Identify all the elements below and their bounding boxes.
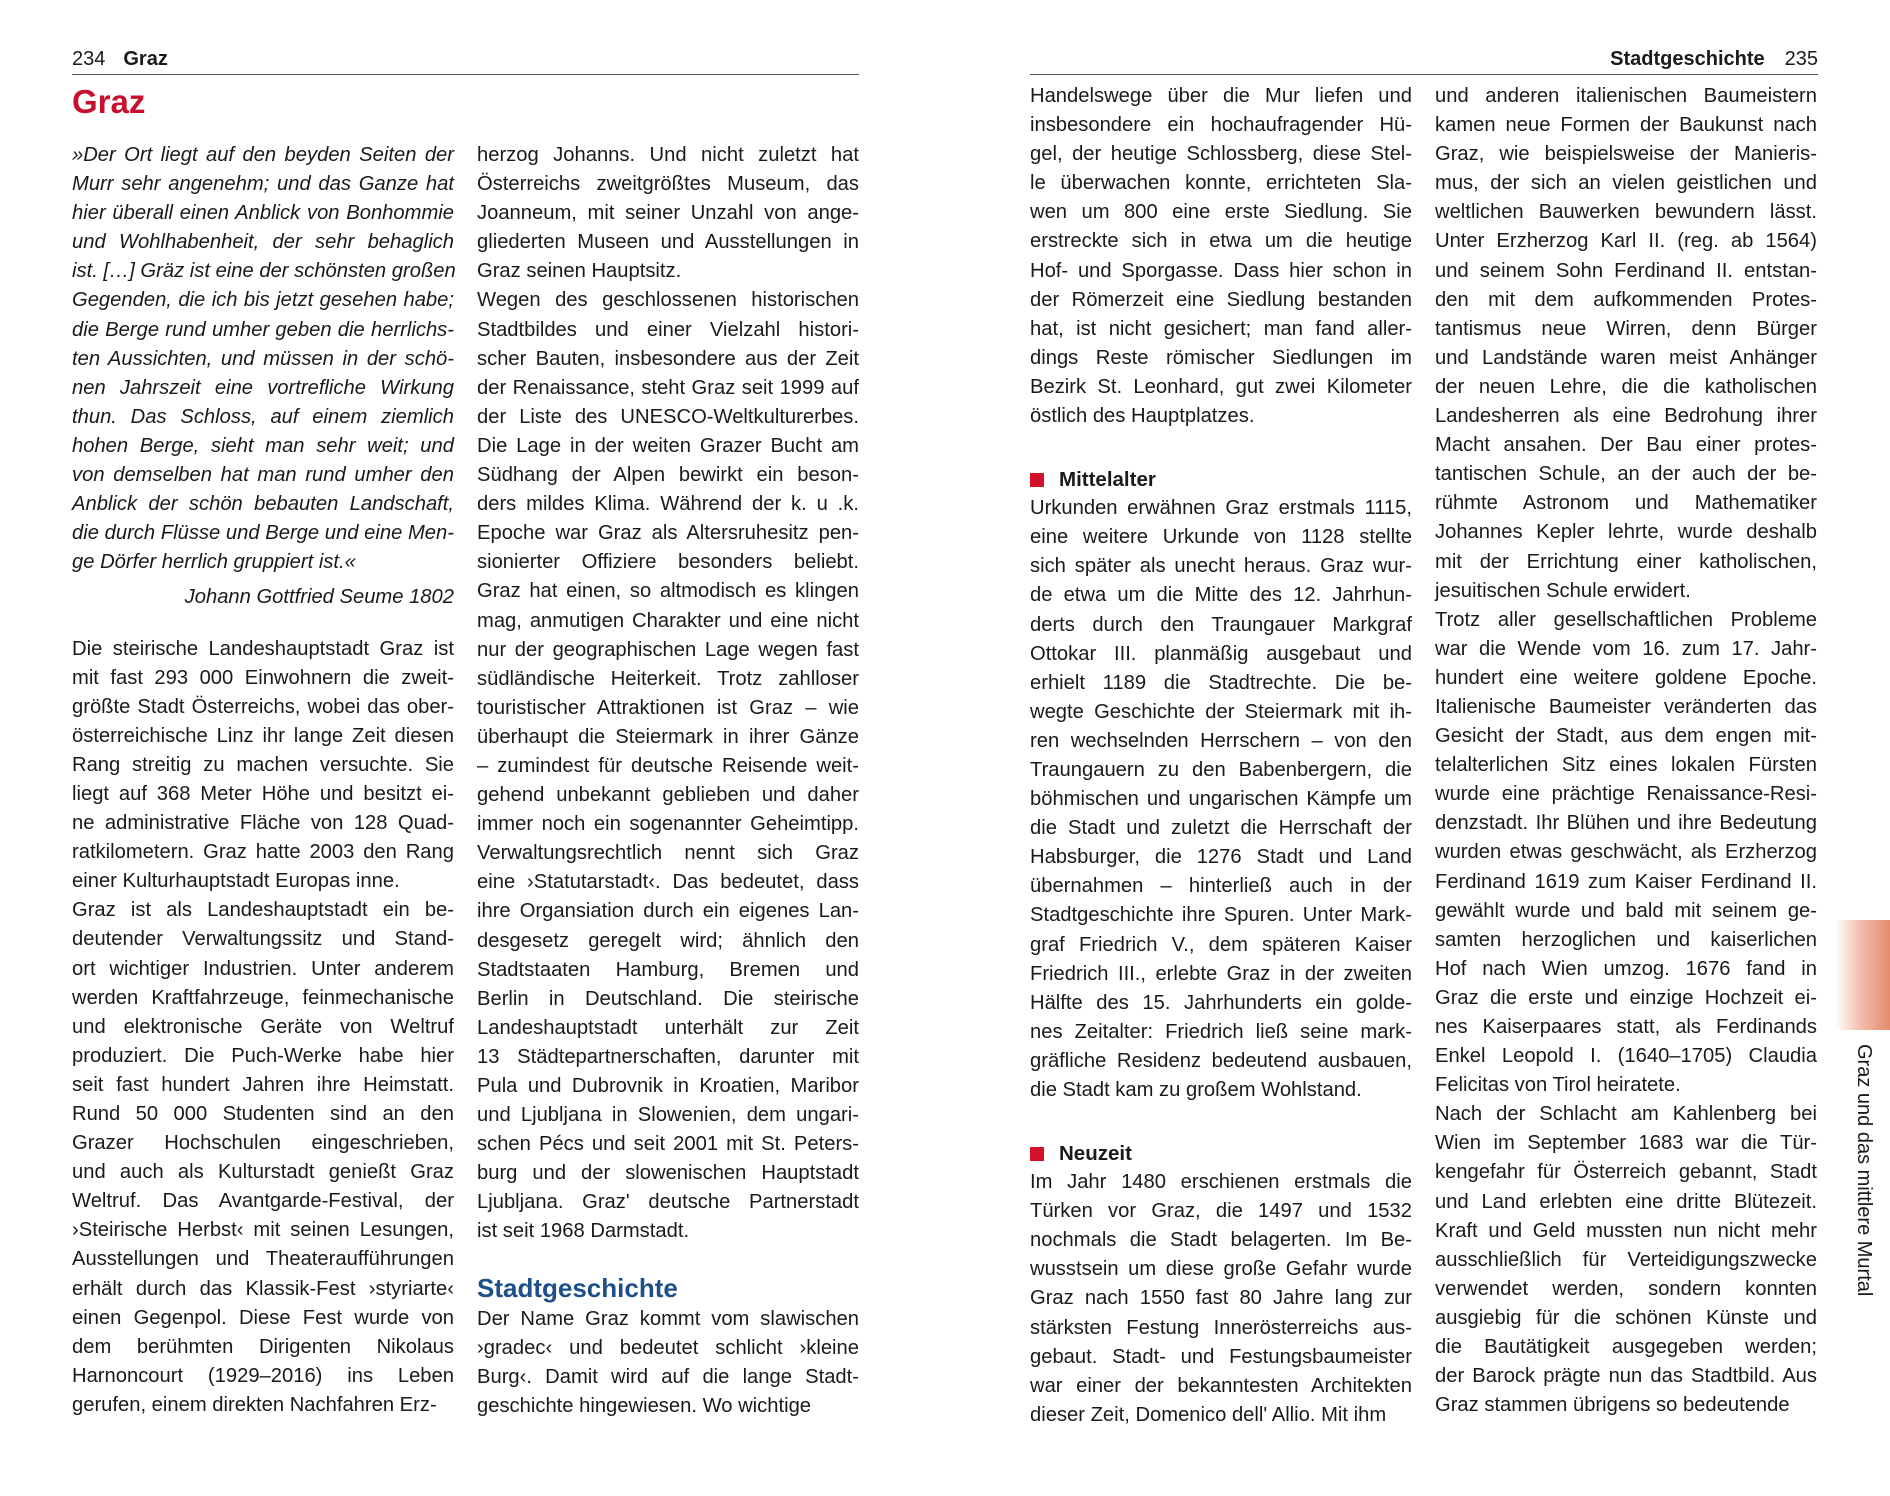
text-line: und Wohlhabenheit, der sehr behaglich	[72, 231, 454, 254]
text-line: Die steirische Landeshauptstadt Graz ist	[72, 637, 454, 660]
text-line: einer Kulturhauptstadt Europas inne.	[72, 870, 400, 893]
text-line: gräfliche Residenz bedeutend ausbauen,	[1030, 1049, 1412, 1072]
page-number-right: 235	[1784, 48, 1818, 70]
chapter-side-label: Graz und das mittlere Murtal	[1853, 1044, 1875, 1297]
text-line: verwendet werden, sondern konnten	[1435, 1277, 1817, 1300]
text-line: le überwachen konnte, errichteten Sla-	[1030, 172, 1412, 195]
epigraph-author: Johann Gottfried Seume 1802	[184, 586, 454, 609]
text-line: böhmischen und ungarischen Kämpfe um	[1030, 788, 1412, 811]
text-line: erhielt 1189 die Stadtrechte. Die be-	[1030, 671, 1412, 694]
text-line: Joanneum, mit seiner Unzahl von ange-	[477, 202, 859, 225]
text-line: Verwaltungsrechtlich nennt sich Graz	[477, 842, 859, 865]
text-line: östlich des Hauptplatzes.	[1030, 405, 1255, 428]
text-line: nochmals die Stadt belagerten. Im Be-	[1030, 1229, 1412, 1252]
text-line: die Berge rund umher geben die herrlichs-	[72, 318, 454, 341]
paragraph-unesco-partners	[477, 286, 859, 1246]
paragraph-golden-epoch	[1435, 606, 1817, 1101]
paragraph-renaissance	[1435, 82, 1817, 606]
text-line: ist. […] Gräz ist eine der schönsten großen	[72, 260, 456, 283]
left-column-2	[477, 141, 859, 1421]
text-line: ratkilometern. Graz hatte 2003 den Rang	[72, 841, 454, 864]
paragraph-economy-culture	[72, 896, 454, 1420]
text-line: die Bautätigkeit ausgegeben werden;	[1435, 1336, 1817, 1359]
text-line: Hälfte des 15. Jahrhunderts ein golde-	[1030, 991, 1412, 1014]
text-line: südländische Heiterkeit. Trotz zahlloser	[477, 667, 859, 690]
text-line: denzstadt. Ihr Blühen und ihre Bedeutung	[1435, 812, 1817, 835]
text-line: der Renaissance, steht Graz seit 1999 auf	[477, 376, 859, 399]
text-line: scher Bauten, insbesondere aus der Zeit	[477, 347, 859, 370]
text-line: eine ›Statutarstadt‹. Das bedeutet, dass	[477, 871, 859, 894]
text-line: Trotz aller gesellschaftlichen Probleme	[1435, 608, 1817, 631]
text-line: erstreckte sich in etwa um die heutige	[1030, 230, 1412, 253]
text-line: hier überall einen Anblick von Bonhommie	[72, 202, 454, 225]
text-line: Landesherren als eine Bedrohung ihrer	[1435, 405, 1817, 428]
text-line: gebaut. Stadt- und Festungsbaumeister	[1030, 1345, 1412, 1368]
text-line: thun. Das Schloss, auf einem ziemlich	[72, 405, 454, 428]
text-line: geschichte hingewiesen. Wo wichtige	[477, 1394, 812, 1417]
text-line: ren wechselnden Herrschern – von den	[1030, 729, 1412, 752]
text-line: weltlichen Bauwerken bewundern lässt.	[1435, 201, 1817, 224]
text-line: nur der geographischen Lage wegen fast	[477, 638, 859, 661]
text-line: Im Jahr 1480 erschienen erstmals die	[1030, 1171, 1412, 1194]
text-line: überhaupt die Steiermark in ihrer Gänze	[477, 725, 859, 748]
text-line: Stadtbildes und einer Vielzahl histori-	[477, 318, 859, 341]
text-line: Traungauern zu den Babenbergern, die	[1030, 758, 1412, 781]
text-line: tantischen Schule, an der auch der be-	[1435, 463, 1817, 486]
text-line: Harnoncourt (1929–2016) ins Leben	[72, 1364, 454, 1387]
paragraph-intro	[72, 635, 454, 897]
text-line: dieser Zeit, Domenico dell' Allio. Mit ihm	[1030, 1403, 1387, 1426]
text-line: und anderen italienischen Baumeistern	[1435, 85, 1817, 107]
text-line: erhält durch das Klassik-Fest ›styriarte‹	[72, 1277, 454, 1300]
text-line: und Landstände waren meist Anhänger	[1435, 346, 1817, 369]
text-line: der Römerzeit eine Siedlung bestanden	[1030, 288, 1412, 311]
text-line: eine weitere Urkunde von 1128 stellte	[1030, 526, 1412, 549]
paragraph-mittelalter	[1030, 494, 1412, 1105]
text-line: der Barock prägte nun das Stadtbild. Aus	[1435, 1365, 1817, 1388]
text-line: gliederten Museen und Ausstellungen in	[477, 231, 859, 254]
section-title-stadtgeschichte: Stadtgeschichte	[477, 1272, 678, 1303]
text-line: produziert. Die Puch-Werke habe hier	[72, 1044, 454, 1067]
text-line: liegt auf 368 Meter Höhe und besitzt ei-	[72, 782, 454, 805]
paragraph-early-settlement	[1030, 82, 1412, 431]
text-line: wusstsein um diese große Gefahr wurde	[1030, 1258, 1412, 1281]
text-line: schen Pécs und seit 2001 mit St. Peters-	[477, 1133, 859, 1156]
text-line: ten Aussichten, und müssen in der schö-	[72, 347, 454, 370]
text-line: Pula und Dubrovnik in Kroatien, Maribor	[477, 1075, 859, 1097]
text-line: werden Kraftfahrzeuge, feinmechanische	[72, 986, 454, 1009]
text-line: ausschließlich für Verteidigungszwecke	[1435, 1248, 1817, 1271]
text-line: rühmte Astronom und Mathematiker	[1435, 492, 1817, 515]
text-line: ge Dörfer herrlich gruppiert ist.«	[72, 551, 356, 574]
text-line: sionierter Offiziere besonders beliebt.	[477, 551, 859, 574]
text-line: insbesondere ein hochaufragender Hü-	[1030, 114, 1412, 137]
text-line: ausgiebig für die schönen Künste und	[1435, 1306, 1817, 1329]
text-line: jesuitischen Schule erwidert.	[1435, 579, 1691, 602]
paragraph-baroque	[1435, 1100, 1817, 1420]
text-line: Der Name Graz kommt vom slawischen	[477, 1307, 859, 1330]
text-line: Gegenden, die ich bis jetzt gesehen habe;	[72, 289, 454, 312]
text-line: ihre Organsiation durch ein eigenes Lan-	[477, 900, 859, 923]
text-line: und seinem Sohn Ferdinand II. entstan-	[1435, 259, 1817, 282]
text-line: Burg‹. Damit wird auf die lange Stadt-	[477, 1365, 859, 1388]
text-line: Epoche war Graz als Altersruhesitz pen-	[477, 522, 859, 545]
page-number-left: 234	[72, 48, 106, 70]
text-line: derts durch den Traungauer Markgraf	[1030, 613, 1412, 636]
text-line: herzog Johanns. Und nicht zuletzt hat	[477, 144, 859, 166]
text-line: Handelswege über die Mur liefen und	[1030, 85, 1412, 107]
running-head-left	[72, 44, 859, 75]
text-line: Murr sehr angenehm; und das Ganze hat	[72, 173, 454, 196]
text-line: Nach der Schlacht am Kahlenberg bei	[1435, 1103, 1817, 1126]
text-line: die Stadt und zuletzt die Herrschaft der	[1030, 817, 1412, 840]
text-line: Hof nach Wien umzog. 1676 fand in	[1435, 957, 1817, 980]
text-line: Grazer Hochschulen eingeschrieben,	[72, 1132, 454, 1155]
text-line: ort wichtiger Industrien. Unter anderem	[72, 957, 454, 980]
text-line: größte Stadt Österreichs, wobei das ober-	[72, 695, 454, 718]
text-line: von demselben hat man rund umher den	[72, 464, 454, 487]
text-line: 13 Städtepartnerschaften, darunter mit	[477, 1045, 859, 1068]
text-line: nes Kaiserpaares statt, als Ferdinands	[1435, 1016, 1817, 1038]
text-line: Österreichs zweitgrößtes Museum, das	[477, 173, 859, 196]
text-line: nes Zeitalter: Friedrich ließ seine mark-	[1030, 1020, 1412, 1043]
text-line: Kraft und Geld mussten nun nicht mehr	[1435, 1219, 1817, 1242]
text-line: Habsburger, die 1276 Stadt und Land	[1030, 846, 1412, 869]
left-column-1	[72, 141, 454, 1420]
text-line: und elektronische Geräte von Weltruf	[72, 1015, 454, 1038]
text-line: telalterlichen Sitz eines lokalen Fürsten	[1435, 754, 1817, 777]
text-line: deutender Verwaltungssitz und Stand-	[72, 928, 454, 951]
text-line: Ausstellungen und Theateraufführungen	[72, 1248, 454, 1271]
text-line: die Stadt kam zu großem Wohlstand.	[1030, 1079, 1362, 1101]
text-line: hohen Berge, sieht man sehr weit; und	[72, 434, 454, 457]
text-line: Friedrich III., erlebte Graz in der zweiten	[1030, 962, 1412, 985]
text-line: ›Steirische Herbst‹ mit seinen Lesungen,	[72, 1219, 454, 1242]
text-line: hat, ist nicht gesichert; man fand aller-	[1030, 317, 1412, 340]
text-line: Graz stammen übrigens so bedeutende	[1435, 1394, 1790, 1417]
subsection-title: Neuzeit	[1059, 1142, 1132, 1166]
right-column-2	[1435, 82, 1817, 1420]
text-line: burg und der slowenischen Hauptstadt	[477, 1162, 859, 1185]
text-line: Berlin in Deutschland. Die steirische	[477, 987, 859, 1010]
text-line: Macht ansahen. Der Bau einer protes-	[1435, 434, 1817, 457]
subsection-title: Mittelalter	[1059, 468, 1156, 492]
text-line: österreichische Linz ihr lange Zeit diesen	[72, 724, 454, 747]
text-line: dem berühmten Dirigenten Nikolaus	[72, 1335, 454, 1358]
text-line: immer noch ein sogenannter Geheimtipp.	[477, 813, 859, 836]
text-line: gewählt wurde und bald mit seinem ge-	[1435, 899, 1817, 922]
text-line: seit fast hundert Jahren ihre Heimstatt.	[72, 1073, 454, 1096]
text-line: wegte Geschichte der Steiermark mit ih-	[1030, 700, 1412, 723]
text-line: Wegen des geschlossenen historischen	[477, 289, 859, 312]
text-line: graf Friedrich V., dem späteren Kaiser	[1030, 933, 1412, 956]
text-line: gerufen, einem direkten Nachfahren Erz-	[72, 1393, 437, 1416]
text-line: und auch als Kulturstadt genießt Graz	[72, 1161, 454, 1184]
text-line: Ljubljana. Graz' deutsche Partnerstadt	[477, 1191, 859, 1214]
text-line: wurde eine prächtige Renaissance-Resi-	[1435, 783, 1817, 806]
text-line: Weltruf. Das Avantgarde-Festival, der	[72, 1190, 454, 1213]
red-square-marker-icon	[1030, 473, 1044, 487]
text-line: der neuen Lehre, die die katholischen	[1435, 375, 1817, 398]
subsection-heading-neuzeit	[1030, 1139, 1412, 1168]
text-line: Enkel Leopold I. (1640–1705) Claudia	[1435, 1045, 1817, 1068]
text-line: Bezirk St. Leonhard, gut zwei Kilometer	[1030, 375, 1412, 398]
text-line: war einer der bekanntesten Architekten	[1030, 1374, 1412, 1397]
text-line: übernahmen – hinterließ auch in der	[1030, 875, 1412, 898]
text-line: dings Reste römischer Siedlungen im	[1030, 346, 1412, 369]
text-line: mit der Errichtung einer katholischen,	[1435, 550, 1817, 573]
text-line: einen Gegenpol. Diese Fest wurde von	[72, 1306, 454, 1329]
text-line: wurden etwas geschwächt, als Erzherzog	[1435, 841, 1817, 864]
text-line: Graz hat einen, so altmodisch es klingen	[477, 580, 859, 603]
text-line: Ferdinand 1619 zum Kaiser Ferdinand II.	[1435, 870, 1817, 893]
text-line: Hof- und Sporgasse. Dass hier schon in	[1030, 259, 1412, 282]
red-square-marker-icon	[1030, 1147, 1044, 1161]
text-line: tantismus neue Wirren, denn Bürger	[1435, 317, 1817, 340]
text-line: hundert eine weitere goldene Epoche.	[1435, 666, 1817, 689]
text-line: Graz, wie beispielsweise der Manieris-	[1435, 143, 1817, 166]
text-line: Urkunden erwähnen Graz erstmals 1115,	[1030, 497, 1412, 520]
text-line: Stadtstaaten Hamburg, Bremen und	[477, 958, 859, 981]
text-line: Die Lage in der weiten Grazer Bucht am	[477, 434, 859, 457]
text-line: der Liste des UNESCO-Weltkulturerbes.	[477, 405, 859, 428]
running-title-left: Graz	[123, 48, 168, 70]
text-line: Türken vor Graz, die 1497 und 1532	[1030, 1200, 1412, 1223]
text-line: Landeshauptstadt unterhält zur Zeit	[477, 1016, 859, 1039]
text-line: wen um 800 eine erste Siedlung. Sie	[1030, 201, 1412, 224]
text-line: mag, anmutigen Charakter und eine nicht	[477, 609, 859, 632]
text-line: Felicitas von Tirol heiratete.	[1435, 1074, 1681, 1097]
text-line: mit fast 293 000 Einwohnern die zweit-	[72, 666, 454, 689]
text-line: Anblick der schön bebauten Landschaft,	[72, 493, 454, 516]
text-line: Wien im September 1683 war die Tür-	[1435, 1132, 1817, 1155]
text-line: – zumindest für deutsche Reisende weit-	[477, 754, 859, 777]
paragraph-joanneum	[477, 141, 859, 286]
text-line: touristischer Attraktionen ist Graz – wie	[477, 696, 859, 719]
text-line: Gesicht der Stadt, aus dem engen mit-	[1435, 725, 1817, 748]
text-line: ders mildes Klima. Während der k. u .k.	[477, 493, 859, 516]
text-line: Graz seinen Hauptsitz.	[477, 260, 682, 283]
text-line: Stadtgeschichte ihre Spuren. Unter Mark-	[1030, 904, 1412, 927]
text-line: Graz die erste und einzige Hochzeit ei-	[1435, 986, 1817, 1009]
text-line: kengefahr für Österreich gebannt, Stadt	[1435, 1161, 1817, 1184]
text-line: Johannes Kepler lehrte, wurde deshalb	[1435, 521, 1817, 544]
text-line: ›gradec‹ und bedeutet schlicht ›kleine	[477, 1336, 859, 1359]
text-line: »Der Ort liegt auf den beyden Seiten der	[72, 144, 454, 166]
paragraph-neuzeit	[1030, 1168, 1412, 1430]
text-line: Rund 50 000 Studenten sind an den	[72, 1103, 454, 1125]
text-line: die durch Flüsse und Berge und eine Men-	[72, 522, 454, 545]
text-line: ne administrative Fläche von 128 Quad-	[72, 812, 454, 835]
text-line: Unter Erzherzog Karl II. (reg. ab 1564)	[1435, 230, 1817, 253]
running-title-right: Stadtgeschichte	[1610, 48, 1765, 70]
text-line: Graz ist als Landeshauptstadt ein be-	[72, 899, 454, 922]
text-line: Ottokar III. planmäßig ausgebaut und	[1030, 642, 1412, 665]
text-line: Südhang der Alpen bewirkt ein beson-	[477, 464, 859, 487]
text-line: gehend unbekannt geblieben und daher	[477, 784, 859, 807]
text-line: kamen neue Formen der Baukunst nach	[1435, 114, 1817, 137]
running-head-right	[1030, 44, 1818, 75]
chapter-title: Graz	[72, 83, 146, 120]
text-line: Graz nach 1550 fast 80 Jahre lang zur	[1030, 1287, 1412, 1310]
text-line: Italienische Baumeister veränderten das	[1435, 695, 1817, 718]
text-line: und Ljubljana in Slowenien, dem ungari-	[477, 1104, 859, 1127]
text-line: ist seit 1968 Darmstadt.	[477, 1220, 690, 1243]
text-line: de etwa um die Mitte des 12. Jahrhun-	[1030, 584, 1412, 607]
subsection-heading-mittelalter	[1030, 465, 1412, 494]
text-line: stärksten Festung Innerösterreichs aus-	[1030, 1316, 1412, 1339]
text-line: mus, der sich an vielen geistlichen und	[1435, 172, 1817, 195]
text-line: samten herzoglichen und kaiserlichen	[1435, 928, 1817, 951]
text-line: nen Jahrszeit eine vortrefliche Wirkung	[72, 376, 454, 399]
text-line: den mit dem aufkommenden Protes-	[1435, 288, 1817, 311]
text-line: desgesetz geregelt wird; ähnlich den	[477, 929, 859, 952]
epigraph-quote	[72, 141, 454, 577]
chapter-thumb-tab	[1835, 920, 1890, 1030]
text-line: sich später als unecht heraus. Graz wur-	[1030, 555, 1412, 578]
right-column-1	[1030, 82, 1412, 1430]
text-line: war die Wende vom 16. zum 17. Jahr-	[1435, 637, 1817, 660]
paragraph-name-origin	[477, 1305, 859, 1421]
text-line: Rang streitig zu machen versuchte. Sie	[72, 753, 454, 776]
text-line: gel, der heutige Schlossberg, diese Stel-	[1030, 143, 1412, 166]
text-line: und Land erlebten eine dritte Blütezeit.	[1435, 1190, 1817, 1213]
right-page	[945, 0, 1890, 1496]
